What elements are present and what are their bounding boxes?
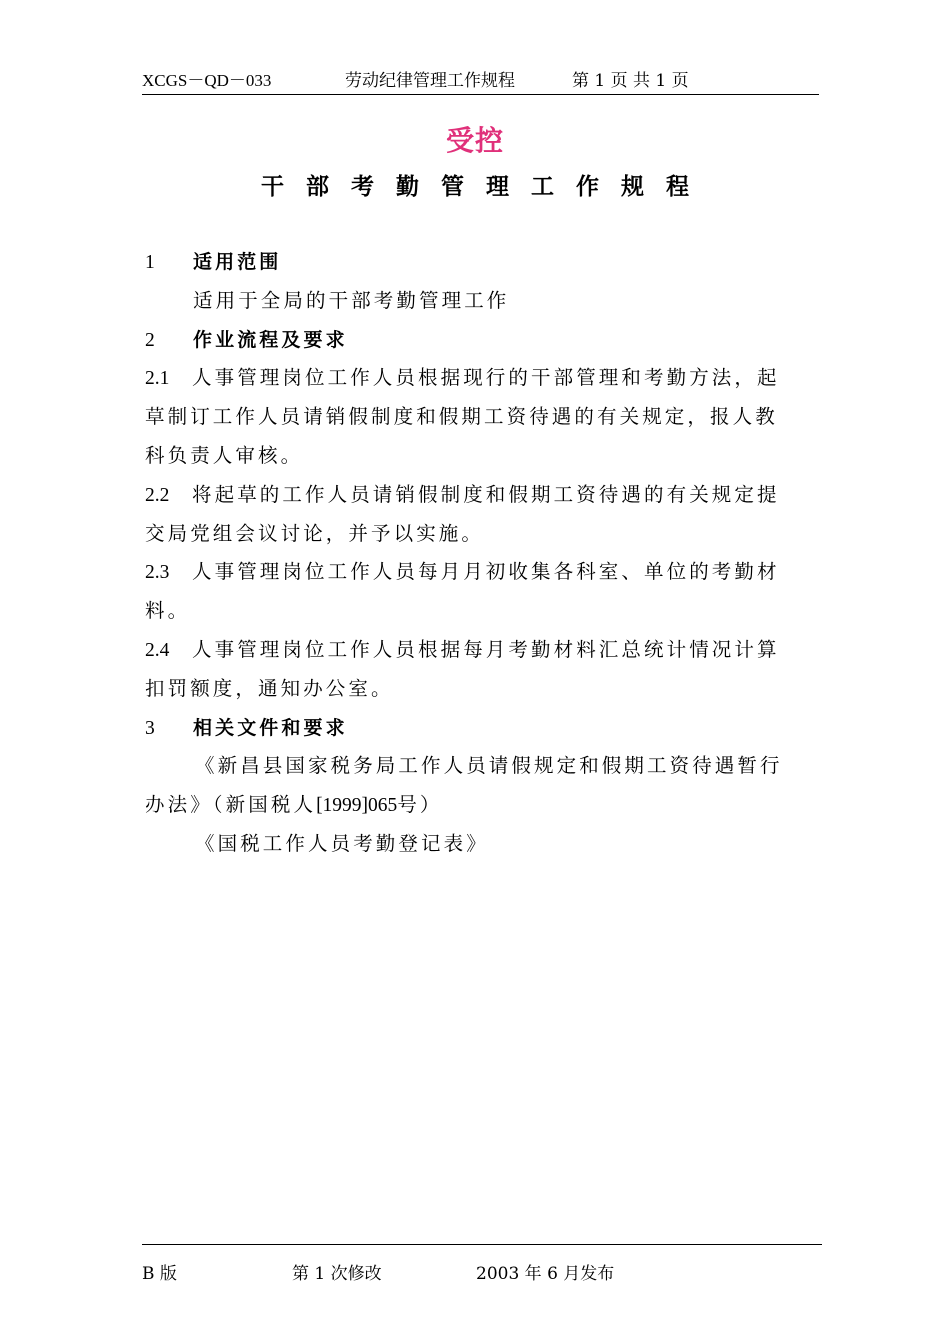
related-doc-1-ref: [1999]065 xyxy=(316,795,398,817)
section-number: 3 xyxy=(145,717,155,739)
clause-text: 人事管理岗位工作人员每月月初收集各科室、单位的考勤材 xyxy=(192,560,780,584)
related-doc-1-text: 办法》（新国税人 xyxy=(145,793,317,817)
clause-text: 人事管理岗位工作人员根据现行的干部管理和考勤方法，起 xyxy=(192,366,780,390)
clause-2-3-line-2: 料。 xyxy=(145,599,191,623)
related-doc-1-suffix: 号） xyxy=(397,793,443,817)
section-heading: 相关文件和要求 xyxy=(193,716,348,739)
controlled-stamp: 受控 xyxy=(445,124,504,157)
clause-2-1-line-3: 科负责人审核。 xyxy=(145,443,304,467)
release-date: 2003 年 6 月发布 xyxy=(476,1264,615,1284)
clause-2-2-line-2: 交局党组会议讨论，并予以实施。 xyxy=(145,521,485,545)
document-title: 干部考勤管理工作规程 xyxy=(261,174,711,200)
clause-text: 将起草的工作人员请销假制度和假期工资待遇的有关规定提 xyxy=(192,482,780,506)
section-number: 2 xyxy=(145,329,155,351)
section-2-heading xyxy=(145,321,817,360)
related-doc-2: 《国税工作人员考勤登记表》 xyxy=(195,831,489,855)
document-code: XCGS－QD－033 xyxy=(142,71,272,90)
section-number: 1 xyxy=(145,252,155,273)
page-footer xyxy=(142,1244,822,1285)
clause-2-1-line-1 xyxy=(145,359,817,398)
page-number: 第 1 页 共 1 页 xyxy=(572,71,689,91)
section-3-heading xyxy=(145,709,817,748)
clause-text: 人事管理岗位工作人员根据每月考勤材料汇总统计情况计算 xyxy=(192,637,780,661)
clause-2-4-line-2: 扣罚额度，通知办公室。 xyxy=(145,676,394,700)
section-heading: 适用范围 xyxy=(193,251,282,273)
section-1-content: 适用于全局的干部考勤管理工作 xyxy=(193,288,510,312)
section-1-heading xyxy=(145,243,817,282)
version-label: B 版 xyxy=(142,1264,177,1284)
related-doc-1-line-2 xyxy=(145,786,817,825)
clause-number: 2.1 xyxy=(145,368,170,390)
clause-2-1-line-2: 草制订工作人员请销假制度和假期工资待遇的有关规定，报人教 xyxy=(145,405,778,429)
header-document-name: 劳动纪律管理工作规程 xyxy=(345,71,515,91)
page-header xyxy=(142,62,819,95)
clause-2-4-line-1 xyxy=(145,631,817,670)
clause-number: 2.3 xyxy=(145,562,170,584)
related-doc-1-line-1: 《新昌县国家税务局工作人员请假规定和假期工资待遇暂行 xyxy=(195,754,783,778)
clause-number: 2.4 xyxy=(145,639,170,661)
clause-number: 2.2 xyxy=(145,484,170,506)
clause-2-2-line-1 xyxy=(145,476,817,515)
document-body xyxy=(145,243,817,864)
section-heading: 作业流程及要求 xyxy=(193,328,348,351)
revision-label: 第 1 次修改 xyxy=(292,1264,382,1284)
clause-2-3-line-1 xyxy=(145,553,817,592)
